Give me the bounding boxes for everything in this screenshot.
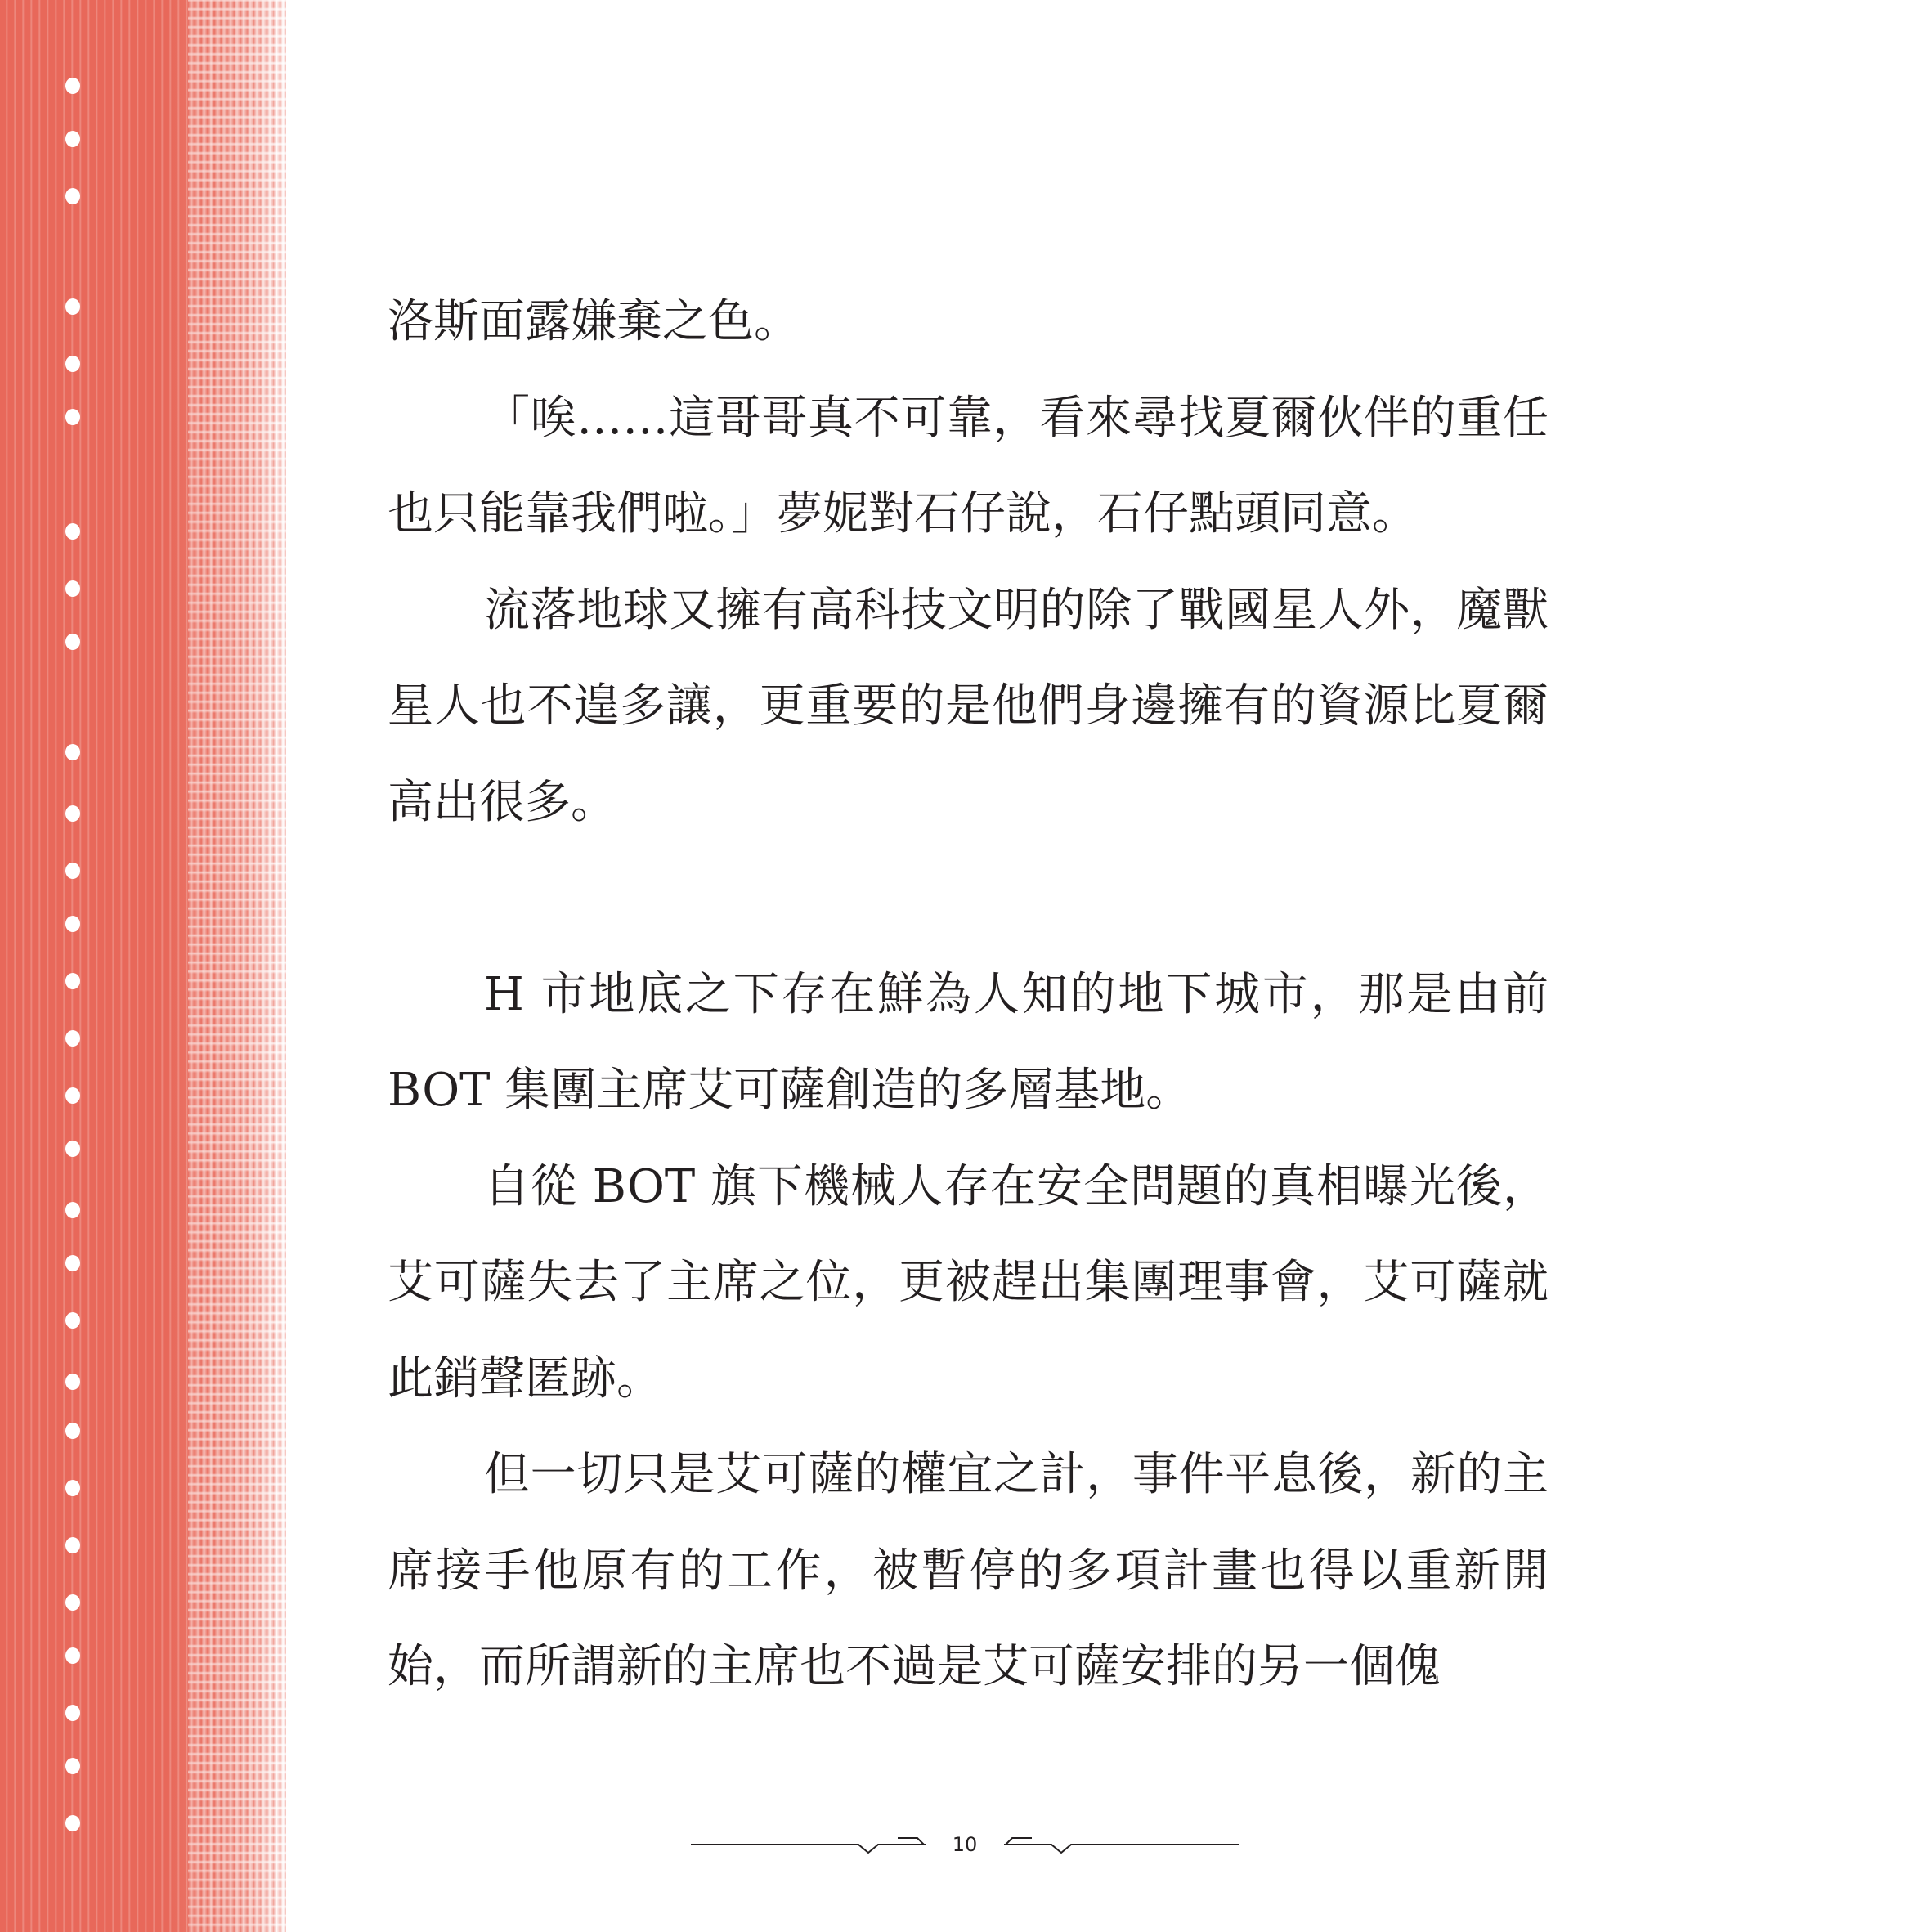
strip-hole bbox=[65, 1141, 80, 1157]
paragraph: 但一切只是艾可薩的權宜之計，事件平息後，新的主席接手他原有的工作，被暫停的多項計畫也得以重新開始，而所謂新的主席也不過是艾可薩安排的另一個傀 bbox=[388, 1448, 1549, 1693]
strip-hole bbox=[65, 580, 80, 597]
paragraph: 流落地球又擁有高科技文明的除了戰國星人外，魔獸星人也不遑多讓，更重要的是他們身邊擁有的資源比夏爾高出很多。 bbox=[388, 583, 1549, 829]
strip-hole bbox=[65, 1647, 80, 1664]
paragraph: H 市地底之下存在鮮為人知的地下城市，那是由前 BOT 集團主席艾可薩創造的多層基地。 bbox=[388, 967, 1549, 1117]
paragraph: 洛斯面露嫌棄之色。 bbox=[388, 295, 800, 348]
strip-hole bbox=[65, 1758, 80, 1774]
strip-hole bbox=[65, 744, 80, 760]
strip-hole bbox=[65, 1480, 80, 1496]
strip-hole bbox=[65, 409, 80, 425]
paragraph: 「唉……這哥哥真不可靠，看來尋找夏爾伙伴的重任也只能靠我們啦。」夢妮對石仔說，石仔點頭同意。 bbox=[388, 391, 1549, 540]
strip-hole bbox=[65, 1423, 80, 1439]
body-text bbox=[388, 274, 1549, 1715]
strip-hole bbox=[65, 916, 80, 932]
page-number: 10 bbox=[952, 1833, 978, 1856]
page-footer bbox=[687, 1822, 1243, 1871]
strip-hole bbox=[65, 973, 80, 989]
strip-hole bbox=[65, 1705, 80, 1721]
strip-hole bbox=[65, 1594, 80, 1611]
strip-hole bbox=[65, 298, 80, 315]
strip-hole bbox=[65, 523, 80, 540]
strip-hole bbox=[65, 634, 80, 650]
strip-hole bbox=[65, 1537, 80, 1553]
section-break bbox=[388, 850, 1549, 947]
strip-hole bbox=[65, 1202, 80, 1218]
strip-hole bbox=[65, 1815, 80, 1831]
decorative-side-strip bbox=[0, 0, 278, 1932]
strip-hole bbox=[65, 131, 80, 147]
strip-hole bbox=[65, 1030, 80, 1047]
strip-hole bbox=[65, 356, 80, 372]
strip-ragged-edge bbox=[188, 0, 286, 1932]
strip-hole bbox=[65, 863, 80, 879]
paragraph: 自從 BOT 旗下機械人存在安全問題的真相曝光後，艾可薩失去了主席之位，更被趕出集團理事會，艾可薩就此銷聲匿跡。 bbox=[388, 1159, 1549, 1405]
strip-hole bbox=[65, 188, 80, 204]
strip-hole bbox=[65, 1255, 80, 1271]
strip-hole bbox=[65, 1312, 80, 1329]
strip-hole bbox=[65, 1087, 80, 1104]
strip-hole bbox=[65, 78, 80, 94]
strip-hole bbox=[65, 805, 80, 822]
strip-hole bbox=[65, 1374, 80, 1390]
